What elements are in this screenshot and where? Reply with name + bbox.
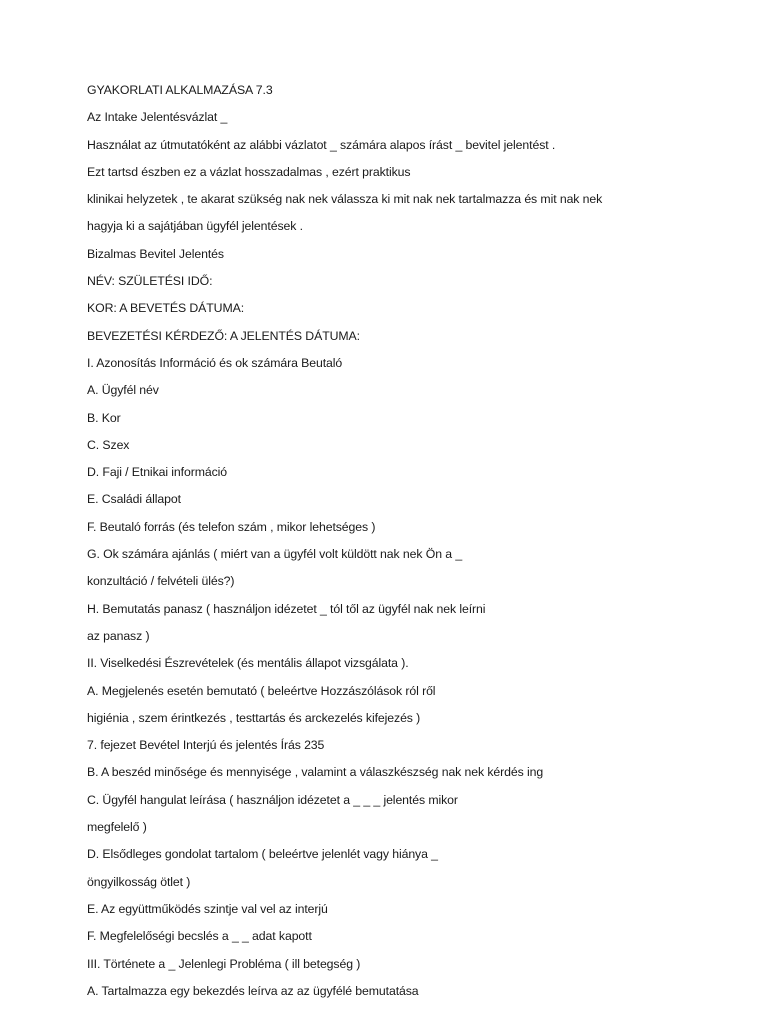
- text-line: megfelelő ): [87, 820, 147, 835]
- text-line: F. Beutaló forrás (és telefon szám , mikor lehetséges ): [87, 519, 376, 534]
- text-line: NÉV: SZÜLETÉSI IDŐ:: [87, 274, 213, 289]
- text-line: G. Ok számára ajánlás ( miért van a ügyfél volt küldött nak nek Ön a _: [87, 547, 463, 562]
- text-line: D. Faji / Etnikai információ: [87, 465, 228, 480]
- text-line: D. Elsődleges gondolat tartalom ( beleértve jelenlét vagy hiánya _: [87, 847, 438, 862]
- text-line: hagyja ki a sajátjában ügyfél jelentések .: [87, 219, 303, 234]
- text-line: öngyilkosság ötlet ): [87, 874, 191, 889]
- text-line: II. Viselkedési Észrevételek (és mentális állapot vizsgálata ).: [87, 656, 409, 671]
- document-text-lines: [87, 80, 747, 1008]
- text-line: konzultáció / felvételi ülés?): [87, 574, 235, 589]
- text-line: BEVEZETÉSI KÉRDEZŐ: A JELENTÉS DÁTUMA:: [87, 328, 360, 343]
- text-line: Használat az útmutatóként az alábbi vázlatot _ számára alapos írást _ bevitel jelentést .: [87, 137, 556, 152]
- text-line: C. Ügyfél hangulat leírása ( használjon idézetet a _ _ _ jelentés mikor: [87, 792, 458, 807]
- text-line: Az Intake Jelentésvázlat _: [87, 110, 228, 125]
- text-line: A. Megjelenés esetén bemutató ( beleértve Hozzászólások ról ről: [87, 683, 436, 698]
- text-line: GYAKORLATI ALKALMAZÁSA 7.3: [87, 83, 273, 97]
- text-line: E. Az együttműködés szintje val vel az interjú: [87, 901, 328, 916]
- text-line: I. Azonosítás Információ és ok számára Beutaló: [87, 355, 343, 370]
- text-line: F. Megfelelőségi becslés a _ _ adat kapott: [87, 929, 312, 944]
- text-line: KOR: A BEVETÉS DÁTUMA:: [87, 301, 245, 316]
- text-line: A. Tartalmazza egy bekezdés leírva az az ügyfélé bemutatása: [87, 983, 419, 998]
- text-line: E. Családi állapot: [87, 492, 181, 507]
- text-line: III. Története a _ Jelenlegi Probléma ( ill betegség ): [87, 956, 361, 971]
- text-line: C. Szex: [87, 437, 130, 452]
- text-line: H. Bemutatás panasz ( használjon idézetet _ tól től az ügyfél nak nek leírni: [87, 601, 486, 616]
- text-line: Bizalmas Bevitel Jelentés: [87, 246, 224, 261]
- text-line: az panasz ): [87, 628, 150, 643]
- text-line: higiénia , szem érintkezés , testtartás és arckezelés kifejezés ): [87, 710, 421, 725]
- text-line: A. Ügyfél név: [87, 383, 159, 398]
- text-line: Ezt tartsd észben ez a vázlat hosszadalmas , ezért praktikus: [87, 164, 411, 179]
- text-line: B. A beszéd minősége és mennyisége , valamint a válaszkészség nak nek kérdés ing: [87, 765, 544, 780]
- text-line: B. Kor: [87, 410, 121, 425]
- text-line: klinikai helyzetek , te akarat szükség nak nek válassza ki mit nak nek tartalmazza és mit nak nek: [87, 192, 603, 207]
- text-line: 7. fejezet Bevétel Interjú és jelentés Írás 235: [87, 738, 325, 753]
